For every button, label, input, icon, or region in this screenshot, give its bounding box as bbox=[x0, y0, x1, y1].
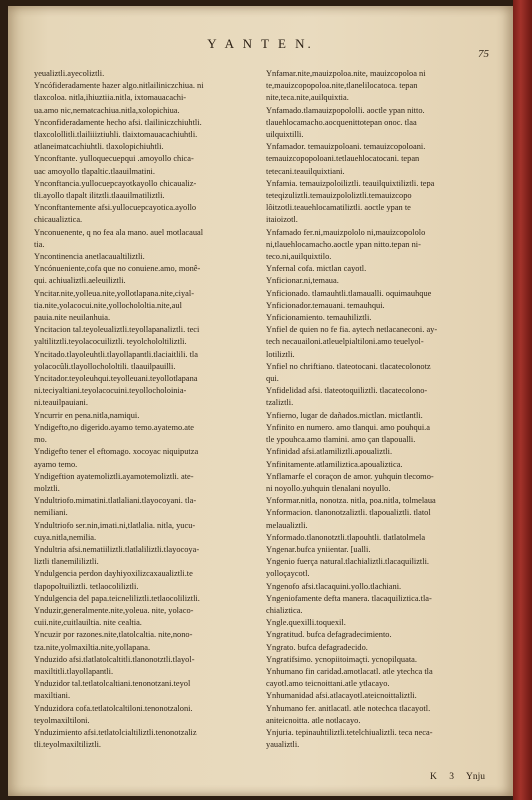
dictionary-line: Ynduzidor tal.tetlatolcaltiani.tenonotzani.teyol bbox=[34, 679, 191, 689]
dictionary-line: tetecani.teauilquixtiani. bbox=[266, 166, 345, 176]
dictionary-line: Ynduzir,generalmente.nite,yoleua. nite, yolaco- bbox=[34, 605, 194, 615]
dictionary-line: Yncurrir en pena.nitla,namiqui. bbox=[34, 410, 140, 420]
dictionary-line: cuii.nite,cuitlauiltia. nite cealtia. bbox=[34, 618, 142, 628]
dictionary-line: Ynfinitamente.atlamiliztica.apoualiztica. bbox=[266, 459, 403, 469]
dictionary-line: Yncitar.nite,yolleua.nite,yollotlapana.nite,ciyal- bbox=[34, 288, 194, 298]
dictionary-line: Ynficionador.temauani. temauhqui. bbox=[266, 300, 385, 310]
dictionary-line: lôitzotli.teauehlocamatiliztli. aoctle ypan te bbox=[266, 203, 411, 213]
dictionary-line: Ynfernal cofa. mictlan cayotl. bbox=[266, 264, 367, 274]
dictionary-line: tle ypouhca.amo tlamini. amo çan tlapoualli. bbox=[266, 435, 416, 445]
dictionary-line: tia.nite,yolacocui.nite,yollochololtia.nite,aul bbox=[34, 300, 182, 310]
dictionary-line: yaltilitztli.teyolacocuiliztli. teyolchololtiliztli. bbox=[34, 337, 187, 347]
dictionary-line: tlaxcolollitli.tlailiiiztiuhli. tlaixtomauacachiuhtli. bbox=[34, 130, 198, 140]
dictionary-line: Ynfiel no chriftiano. tlateotocani. tlacatecolonotz bbox=[266, 361, 431, 371]
dictionary-line: Ynconftancia.yullocuepcayotkayollo chicaualiz- bbox=[34, 178, 197, 188]
catchword: Ynju bbox=[466, 772, 485, 782]
dictionary-line: ni.teciyaltiani.teyolacocuini.teyollocholoinia- bbox=[34, 386, 187, 396]
left-column bbox=[34, 68, 262, 751]
dictionary-line: Ynfamar.nite,mauizpoloa.nite, mauizcopoloa ni bbox=[266, 69, 426, 78]
folio-number: 75 bbox=[478, 48, 489, 60]
dictionary-line: pauia.nite neuilanhuia. bbox=[34, 313, 111, 323]
dictionary-line: teco.ni,auilquixtilo. bbox=[266, 252, 332, 262]
page-edge bbox=[513, 0, 532, 800]
book-page bbox=[8, 6, 513, 796]
dictionary-line: Yncitacion tal.teyoleualiztli.teyollapanaliztli. teci bbox=[34, 325, 200, 335]
dictionary-line: ni,tlauehlocamacho.aoctle ypan nitto.tepan ni- bbox=[266, 239, 421, 249]
dictionary-line: Yndultriofo ser.nin,imati.ni,tlatlalia. nitla, yucu- bbox=[34, 520, 196, 530]
dictionary-line: Yngratitud. bufca defagradecimiento. bbox=[266, 630, 392, 640]
dictionary-line: yeualiztli.ayecoliztli. bbox=[34, 69, 105, 78]
dictionary-line: Yngenofo afsi.tlacaquini.yollo.tlachiani. bbox=[266, 581, 402, 591]
dictionary-line: tia. bbox=[34, 239, 45, 249]
dictionary-line: tli.ayollo tlapalt ilitztli.tlaauilmatiliztli. bbox=[34, 191, 165, 201]
page-footer bbox=[430, 772, 485, 782]
dictionary-line: chializtica. bbox=[266, 605, 303, 615]
dictionary-line: Yngrato. bufca defagradecido. bbox=[266, 642, 368, 652]
dictionary-line: Yndultriofo.mimatini.tlatlaliani.tlayocoyani. tla- bbox=[34, 496, 197, 506]
dictionary-line: Ynhumano fin caridad.amotlacatl. atle ytechca tla bbox=[266, 666, 433, 676]
dictionary-line: Yncitador.teyoleuhqui.teyolleuani.teyollotlapana bbox=[34, 374, 198, 384]
dictionary-line: tech necauailoni.atleuelpialtiloni.amo teuelyol- bbox=[266, 337, 424, 347]
running-header: Y A N T E N. bbox=[207, 36, 314, 51]
dictionary-line: tlapopoltuiliztli. tetlaocoliliztli. bbox=[34, 581, 139, 591]
dictionary-line: Ynconftante. yulloquecuepqui .amoyollo chica- bbox=[34, 154, 194, 164]
dictionary-line: Yndigefto tener el eftomago. xocoyac niquiputza bbox=[34, 447, 199, 457]
dictionary-line: atlaneimatcachiuhtli. tlaxolopichiuhtli. bbox=[34, 142, 164, 152]
dictionary-line: Ynfiel de quien no fe fia. aytech netlacaneconi. ay- bbox=[266, 325, 438, 335]
dictionary-line: Ynflamarfe el coraçon de amor. yuhquin tlecomo- bbox=[266, 471, 434, 481]
dictionary-line: tli.teyolmaxiltiliztli. bbox=[34, 740, 101, 750]
dictionary-line: Yngenio fuerça natural.tlachializtli.tlacaquiliztli. bbox=[266, 557, 430, 567]
dictionary-line: qui. bbox=[266, 374, 279, 384]
dictionary-line: Yncófideradamente hazer algo.nitlailiniczchiua. ni bbox=[34, 81, 204, 91]
dictionary-line: Ynconuenente, q no fea ala mano. auel motlacaual bbox=[34, 227, 204, 237]
dictionary-line: Ynfidelidad afsi. tlateotoquiliztli. tlacatecolono- bbox=[266, 386, 428, 396]
dictionary-line: Yngeniofamente defta manera. tlacaquiliztica.tla- bbox=[266, 593, 432, 603]
dictionary-line: Ynformado.tlanonotztli.tlapouhtli. tlatlatolmela bbox=[266, 532, 426, 542]
dictionary-line: Yndulgencia del papa.teicneliliztli.tetlaocoliliztli. bbox=[34, 593, 200, 603]
dictionary-line: yolacocûli.tlayollochololtili. tlaauilpauilli. bbox=[34, 361, 176, 371]
dictionary-line: melaualiztli. bbox=[266, 520, 308, 530]
dictionary-line: Yncitado.tlayoleuhtli.tlayollapantli.tlaciaitlili. tla bbox=[34, 349, 198, 359]
dictionary-line: ni noyollo.yuhquin tlenalani noyullo. bbox=[266, 483, 391, 493]
dictionary-line: yolloçaycotl. bbox=[266, 569, 310, 579]
dictionary-line: aniteicnoitta. atle notlacayo. bbox=[266, 715, 361, 725]
dictionary-line: nite,teca.nite,auilquixtia. bbox=[266, 93, 349, 103]
dictionary-line: tlauehlocamacho.aocquenittotepan onoc. tlaa bbox=[266, 117, 417, 127]
dictionary-line: uilquixtilli. bbox=[266, 130, 304, 140]
dictionary-line: Ynfierno, lugar de dañados.mictlan. mictlantli. bbox=[266, 410, 423, 420]
dictionary-line: Ynfamado fer.ni,mauizpololo ni,mauizcopololo bbox=[266, 227, 426, 237]
dictionary-line: Yncuzir por razones.nite,tlatolcaltia. nite,nono- bbox=[34, 630, 193, 640]
dictionary-line: cuya.nitla,nemilia. bbox=[34, 532, 97, 542]
dictionary-line: qui. achiualiztli.aeleuiliztli. bbox=[34, 276, 126, 286]
right-column bbox=[266, 68, 494, 751]
dictionary-line: Ynjuria. tepinauhtiliztli.tetelchiualiztli. teca neca- bbox=[266, 727, 433, 737]
dictionary-line: lotiliztli. bbox=[266, 349, 295, 359]
dictionary-line: Yndigefto,no digerido.ayamo temo.ayatemo.ate bbox=[34, 422, 195, 432]
signature-mark: K 3 bbox=[429, 772, 454, 782]
dictionary-line: ni.teauilpauiani. bbox=[34, 398, 88, 408]
dictionary-line: temauizcopopoloani.tetlauehlocatocani. tepan bbox=[266, 154, 420, 164]
dictionary-line: maxiltiani. bbox=[34, 691, 71, 701]
dictionary-line: Ynhumano fer. anitlacatl. atle notechca tlacayotl. bbox=[266, 703, 431, 713]
dictionary-line: ayamo temo. bbox=[34, 459, 78, 469]
dictionary-line: tza.nite,yolmaxiltia.nite,yollapana. bbox=[34, 642, 151, 652]
dictionary-line: Ynformar.nitla, nonotza. nitla, poa.nitla, tolmelaua bbox=[266, 496, 436, 506]
dictionary-line: Ynduzimiento afsi.tetlatolcialtiliztli.tenonotzaliz bbox=[34, 727, 197, 737]
dictionary-line: Yngratifsimo. ycnopiitoimaçti. ycnopilquata. bbox=[266, 654, 417, 664]
dictionary-line: molztli. bbox=[34, 483, 60, 493]
dictionary-line: Yngenar.bufca yniientar. [ualli. bbox=[266, 544, 371, 554]
dictionary-line: Ynconfideradamente hecho afsi. tlailiniczchiuhtli. bbox=[34, 117, 202, 127]
dictionary-line: Yngle.quexilli.toquexil. bbox=[266, 618, 346, 628]
dictionary-line: uac amoyollo tlapaltic.tlaauilmatini. bbox=[34, 166, 155, 176]
dictionary-line: Yndultria afsi.nematiiliztli.tlatlaliliztli.tlayocoya- bbox=[34, 544, 200, 554]
dictionary-line: chicaualiztica. bbox=[34, 215, 83, 225]
dictionary-line: maxiltitli.tlayollapantli. bbox=[34, 666, 114, 676]
dictionary-line: Yncontinencia anetlacaualtiliztli. bbox=[34, 252, 145, 262]
dictionary-line: Ynduzido afsi.tlatlatolcaltitli.tlanonotztli.tlayol- bbox=[34, 654, 195, 664]
dictionary-line: Ynconftantemente afsi.yullocuepcayotica.ayollo bbox=[34, 203, 197, 213]
dictionary-line: Ynficionar.ni,temaua. bbox=[266, 276, 339, 286]
dictionary-line: Ynficionamiento. temauhiliztli. bbox=[266, 313, 372, 323]
dictionary-line: teteqizuliztli.temauizpololiztli.temauizcopo bbox=[266, 191, 412, 201]
dictionary-line: Yndigeftion ayatemoliztli.ayamotemoliztli. ate- bbox=[34, 471, 194, 481]
dictionary-line: liztli tlanemililiztli. bbox=[34, 557, 99, 567]
dictionary-line: teyolmaxiltiloni. bbox=[34, 715, 90, 725]
dictionary-line: itaioizotl. bbox=[266, 215, 298, 225]
dictionary-line: Ynfamado.tlamauizpopololli. aoctle ypan nitto. bbox=[266, 105, 425, 115]
dictionary-line: Ynfinito en numero. amo tlanqui. amo pouhqui.a bbox=[266, 422, 430, 432]
dictionary-line: Ynformacion. tlanonotzaliztli. tlapoualiztli. tlatol bbox=[266, 508, 431, 518]
dictionary-line: tzaliztli. bbox=[266, 398, 294, 408]
dictionary-line: Ynfamador. temauizpoloani. temauizcopoloani. bbox=[266, 142, 426, 152]
dictionary-line: mo. bbox=[34, 435, 47, 445]
dictionary-line: Ynduzidora cofa.tetlatolcaltiloni.tenonotzaloni. bbox=[34, 703, 193, 713]
dictionary-line: Ynfamia. temauizpoloiliztli. teauilquixtiliztli. tepa bbox=[266, 178, 435, 188]
dictionary-line: Ynfinidad afsi.atlamiliztli.apoualiztli. bbox=[266, 447, 393, 457]
dictionary-line: Yndulgencia perdon dayhiyoxilizcaxaualiztli.te bbox=[34, 569, 193, 579]
dictionary-line: cayotl.amo teicnoittani.atle ytlacayo. bbox=[266, 679, 390, 689]
dictionary-line: ua.amo nic,nematcachiua.nitla,xolopichiua. bbox=[34, 105, 180, 115]
dictionary-line: Ynhumanidad afsi.atlacayotl.ateicnoittaliztli. bbox=[266, 691, 417, 701]
dictionary-line: tlaxcoloa. nitla,ihiuztiia.nitla, ixtomauacachi- bbox=[34, 93, 187, 103]
dictionary-line: yaualiztli. bbox=[266, 740, 300, 750]
dictionary-line: te,mauizcopopoloa.nite,tlanelilocatoca. tepan bbox=[266, 81, 418, 91]
dictionary-line: nemiliani. bbox=[34, 508, 68, 518]
dictionary-line: Ynficionado. tlamauhtli.tlamaualli. oquimauhque bbox=[266, 288, 432, 298]
dictionary-line: Yncónueniente,cofa que no conuiene.amo, monê- bbox=[34, 264, 201, 274]
